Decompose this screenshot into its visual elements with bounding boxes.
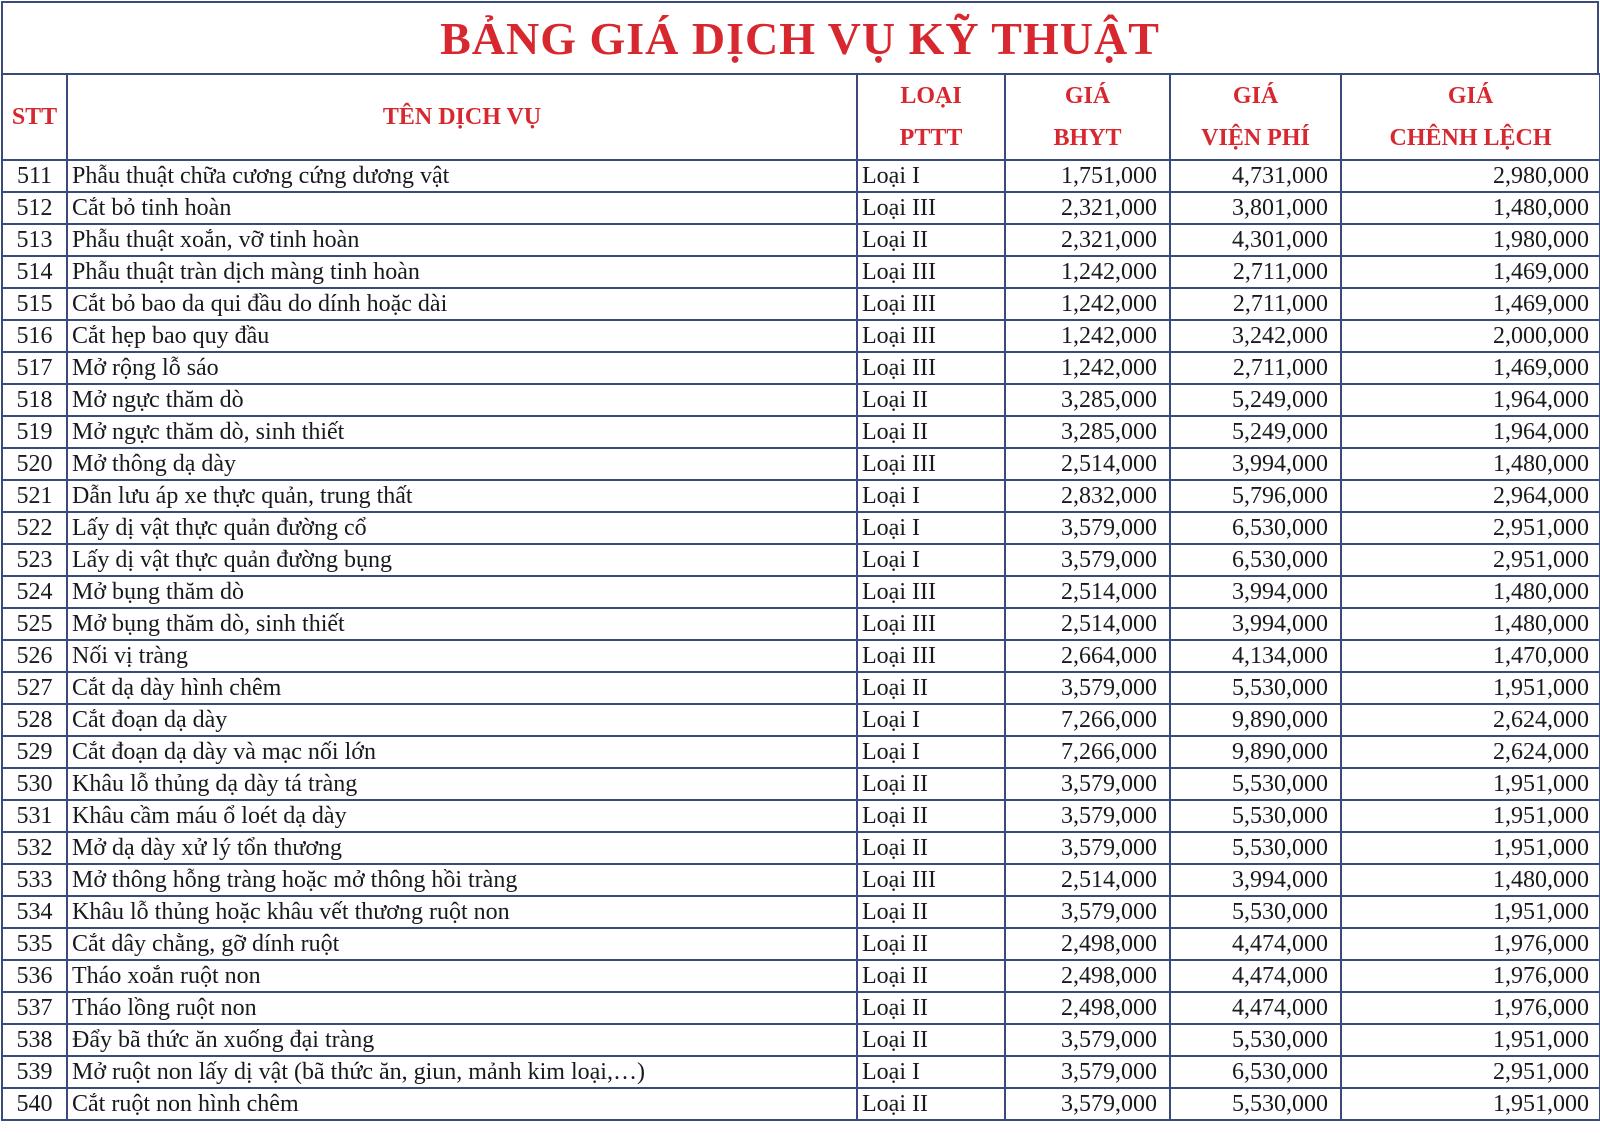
- cell-hospital-fee: 3,994,000: [1170, 608, 1341, 640]
- cell-price-difference: 2,951,000: [1341, 1056, 1600, 1088]
- table-row: [2, 1088, 1600, 1120]
- cell-service-name: Phẫu thuật chữa cương cứng dương vật: [67, 160, 857, 192]
- cell-bhyt-price: 3,579,000: [1005, 832, 1170, 864]
- header-row: [2, 74, 1600, 160]
- header-type-line2: PTTT: [899, 125, 963, 151]
- cell-bhyt-price: 1,242,000: [1005, 352, 1170, 384]
- cell-service-name: Tháo xoắn ruột non: [67, 960, 857, 992]
- header-chenhlech-line1: GIÁ: [1447, 83, 1494, 109]
- cell-stt: 520: [2, 448, 67, 480]
- cell-stt: 511: [2, 160, 67, 192]
- cell-hospital-fee: 6,530,000: [1170, 1056, 1341, 1088]
- cell-hospital-fee: 5,530,000: [1170, 800, 1341, 832]
- cell-service-name: Cắt dạ dày hình chêm: [67, 672, 857, 704]
- cell-price-difference: 2,951,000: [1341, 544, 1600, 576]
- cell-service-name: Cắt bỏ bao da qui đầu do dính hoặc dài: [67, 288, 857, 320]
- cell-hospital-fee: 5,530,000: [1170, 1088, 1341, 1120]
- cell-stt: 517: [2, 352, 67, 384]
- table-row: [2, 256, 1600, 288]
- cell-stt: 532: [2, 832, 67, 864]
- cell-service-name: Khâu lỗ thủng dạ dày tá tràng: [67, 768, 857, 800]
- header-vienphi-line2: VIỆN PHÍ: [1201, 125, 1310, 151]
- cell-hospital-fee: 3,994,000: [1170, 448, 1341, 480]
- table-row: [2, 192, 1600, 224]
- cell-type: Loại II: [857, 832, 1005, 864]
- table-row: [2, 640, 1600, 672]
- header-bhyt-line1: GIÁ: [1064, 83, 1111, 109]
- cell-service-name: Mở dạ dày xử lý tổn thương: [67, 832, 857, 864]
- header-type-line1: LOẠI: [900, 83, 962, 109]
- table-body: [2, 160, 1600, 1120]
- table-row: [2, 160, 1600, 192]
- cell-price-difference: 1,976,000: [1341, 992, 1600, 1024]
- cell-hospital-fee: 5,249,000: [1170, 416, 1341, 448]
- cell-type: Loại II: [857, 896, 1005, 928]
- cell-service-name: Mở thông dạ dày: [67, 448, 857, 480]
- cell-bhyt-price: 1,242,000: [1005, 256, 1170, 288]
- cell-type: Loại I: [857, 1056, 1005, 1088]
- cell-hospital-fee: 4,474,000: [1170, 992, 1341, 1024]
- cell-type: Loại II: [857, 1088, 1005, 1120]
- cell-type: Loại I: [857, 736, 1005, 768]
- header-hospital-fee: [1170, 74, 1341, 160]
- cell-type: Loại III: [857, 352, 1005, 384]
- table-row: [2, 992, 1600, 1024]
- cell-price-difference: 1,951,000: [1341, 768, 1600, 800]
- cell-type: Loại III: [857, 864, 1005, 896]
- cell-type: Loại II: [857, 928, 1005, 960]
- cell-bhyt-price: 3,579,000: [1005, 672, 1170, 704]
- cell-price-difference: 1,951,000: [1341, 1024, 1600, 1056]
- cell-bhyt-price: 3,285,000: [1005, 384, 1170, 416]
- cell-service-name: Tháo lồng ruột non: [67, 992, 857, 1024]
- cell-service-name: Cắt dây chằng, gỡ dính ruột: [67, 928, 857, 960]
- cell-price-difference: 2,964,000: [1341, 480, 1600, 512]
- cell-stt: 540: [2, 1088, 67, 1120]
- header-bhyt-line2: BHYT: [1053, 125, 1122, 151]
- table-row: [2, 352, 1600, 384]
- cell-price-difference: 1,480,000: [1341, 576, 1600, 608]
- cell-bhyt-price: 3,579,000: [1005, 1024, 1170, 1056]
- cell-type: Loại II: [857, 800, 1005, 832]
- cell-type: Loại I: [857, 160, 1005, 192]
- cell-price-difference: 2,951,000: [1341, 512, 1600, 544]
- cell-type: Loại III: [857, 640, 1005, 672]
- table-row: [2, 864, 1600, 896]
- cell-price-difference: 1,951,000: [1341, 800, 1600, 832]
- cell-hospital-fee: 6,530,000: [1170, 512, 1341, 544]
- cell-type: Loại II: [857, 384, 1005, 416]
- cell-service-name: Khâu lỗ thủng hoặc khâu vết thương ruột non: [67, 896, 857, 928]
- cell-type: Loại III: [857, 576, 1005, 608]
- cell-service-name: Cắt đoạn dạ dày: [67, 704, 857, 736]
- cell-hospital-fee: 9,890,000: [1170, 736, 1341, 768]
- table-row: [2, 320, 1600, 352]
- cell-hospital-fee: 4,731,000: [1170, 160, 1341, 192]
- header-chenhlech-line2: CHÊNH LỆCH: [1389, 125, 1552, 151]
- cell-hospital-fee: 4,474,000: [1170, 928, 1341, 960]
- cell-bhyt-price: 2,514,000: [1005, 448, 1170, 480]
- table-header: [2, 74, 1600, 160]
- table-row: [2, 768, 1600, 800]
- cell-stt: 515: [2, 288, 67, 320]
- cell-stt: 528: [2, 704, 67, 736]
- cell-hospital-fee: 3,242,000: [1170, 320, 1341, 352]
- table-row: [2, 1056, 1600, 1088]
- cell-service-name: Cắt đoạn dạ dày và mạc nối lớn: [67, 736, 857, 768]
- cell-hospital-fee: 4,134,000: [1170, 640, 1341, 672]
- cell-bhyt-price: 1,242,000: [1005, 288, 1170, 320]
- cell-hospital-fee: 9,890,000: [1170, 704, 1341, 736]
- cell-bhyt-price: 7,266,000: [1005, 704, 1170, 736]
- cell-price-difference: 1,480,000: [1341, 608, 1600, 640]
- cell-bhyt-price: 2,832,000: [1005, 480, 1170, 512]
- cell-bhyt-price: 3,579,000: [1005, 896, 1170, 928]
- cell-bhyt-price: 3,579,000: [1005, 768, 1170, 800]
- table-row: [2, 480, 1600, 512]
- cell-price-difference: 1,951,000: [1341, 672, 1600, 704]
- cell-price-difference: 1,951,000: [1341, 832, 1600, 864]
- cell-stt: 523: [2, 544, 67, 576]
- price-table: [1, 73, 1600, 1121]
- cell-service-name: Mở bụng thăm dò: [67, 576, 857, 608]
- cell-hospital-fee: 3,994,000: [1170, 576, 1341, 608]
- cell-service-name: Mở thông hỗng tràng hoặc mở thông hồi tràng: [67, 864, 857, 896]
- table-row: [2, 736, 1600, 768]
- cell-stt: 527: [2, 672, 67, 704]
- cell-type: Loại I: [857, 512, 1005, 544]
- cell-price-difference: 2,980,000: [1341, 160, 1600, 192]
- table-row: [2, 896, 1600, 928]
- cell-type: Loại I: [857, 544, 1005, 576]
- cell-bhyt-price: 3,579,000: [1005, 512, 1170, 544]
- cell-hospital-fee: 3,994,000: [1170, 864, 1341, 896]
- cell-stt: 516: [2, 320, 67, 352]
- table-row: [2, 224, 1600, 256]
- cell-price-difference: 1,964,000: [1341, 416, 1600, 448]
- cell-bhyt-price: 2,514,000: [1005, 576, 1170, 608]
- cell-hospital-fee: 5,530,000: [1170, 768, 1341, 800]
- cell-service-name: Mở ngực thăm dò, sinh thiết: [67, 416, 857, 448]
- cell-hospital-fee: 5,530,000: [1170, 672, 1341, 704]
- header-price-difference: [1341, 74, 1600, 160]
- cell-service-name: Cắt ruột non hình chêm: [67, 1088, 857, 1120]
- header-service-name: TÊN DỊCH VỤ: [67, 74, 857, 160]
- table-row: [2, 608, 1600, 640]
- header-stt: STT: [2, 74, 67, 160]
- table-row: [2, 1024, 1600, 1056]
- cell-service-name: Khâu cầm máu ổ loét dạ dày: [67, 800, 857, 832]
- cell-price-difference: 1,469,000: [1341, 352, 1600, 384]
- cell-hospital-fee: 3,801,000: [1170, 192, 1341, 224]
- cell-type: Loại III: [857, 288, 1005, 320]
- cell-type: Loại II: [857, 416, 1005, 448]
- cell-type: Loại III: [857, 320, 1005, 352]
- cell-price-difference: 1,976,000: [1341, 960, 1600, 992]
- cell-bhyt-price: 2,514,000: [1005, 864, 1170, 896]
- cell-service-name: Mở ruột non lấy dị vật (bã thức ăn, giun, mảnh kim loại,…): [67, 1056, 857, 1088]
- cell-stt: 533: [2, 864, 67, 896]
- cell-hospital-fee: 2,711,000: [1170, 352, 1341, 384]
- cell-price-difference: 1,469,000: [1341, 256, 1600, 288]
- header-vienphi-line1: GIÁ: [1232, 83, 1279, 109]
- cell-service-name: Lấy dị vật thực quản đường cổ: [67, 512, 857, 544]
- table-row: [2, 512, 1600, 544]
- table-row: [2, 416, 1600, 448]
- header-type: [857, 74, 1005, 160]
- cell-service-name: Phẫu thuật tràn dịch màng tinh hoàn: [67, 256, 857, 288]
- cell-stt: 539: [2, 1056, 67, 1088]
- cell-stt: 522: [2, 512, 67, 544]
- cell-hospital-fee: 4,474,000: [1170, 960, 1341, 992]
- cell-service-name: Phẫu thuật xoắn, vỡ tinh hoàn: [67, 224, 857, 256]
- cell-stt: 529: [2, 736, 67, 768]
- cell-service-name: Dẫn lưu áp xe thực quản, trung thất: [67, 480, 857, 512]
- table-row: [2, 576, 1600, 608]
- cell-stt: 512: [2, 192, 67, 224]
- cell-price-difference: 1,469,000: [1341, 288, 1600, 320]
- cell-price-difference: 1,964,000: [1341, 384, 1600, 416]
- cell-stt: 530: [2, 768, 67, 800]
- cell-hospital-fee: 6,530,000: [1170, 544, 1341, 576]
- cell-price-difference: 1,951,000: [1341, 1088, 1600, 1120]
- cell-price-difference: 2,000,000: [1341, 320, 1600, 352]
- cell-price-difference: 1,951,000: [1341, 896, 1600, 928]
- cell-bhyt-price: 3,579,000: [1005, 800, 1170, 832]
- cell-hospital-fee: 5,530,000: [1170, 832, 1341, 864]
- cell-bhyt-price: 3,579,000: [1005, 1088, 1170, 1120]
- cell-type: Loại II: [857, 1024, 1005, 1056]
- cell-service-name: Nối vị tràng: [67, 640, 857, 672]
- table-row: [2, 288, 1600, 320]
- cell-bhyt-price: 2,321,000: [1005, 192, 1170, 224]
- cell-stt: 524: [2, 576, 67, 608]
- cell-type: Loại II: [857, 992, 1005, 1024]
- cell-stt: 521: [2, 480, 67, 512]
- cell-price-difference: 1,480,000: [1341, 448, 1600, 480]
- cell-price-difference: 1,976,000: [1341, 928, 1600, 960]
- cell-bhyt-price: 3,285,000: [1005, 416, 1170, 448]
- cell-stt: 514: [2, 256, 67, 288]
- table-row: [2, 832, 1600, 864]
- table-row: [2, 800, 1600, 832]
- header-bhyt-price: [1005, 74, 1170, 160]
- cell-bhyt-price: 2,514,000: [1005, 608, 1170, 640]
- table-row: [2, 960, 1600, 992]
- cell-service-name: Mở rộng lỗ sáo: [67, 352, 857, 384]
- cell-price-difference: 1,480,000: [1341, 192, 1600, 224]
- cell-bhyt-price: 3,579,000: [1005, 1056, 1170, 1088]
- cell-stt: 531: [2, 800, 67, 832]
- cell-service-name: Mở bụng thăm dò, sinh thiết: [67, 608, 857, 640]
- cell-hospital-fee: 5,249,000: [1170, 384, 1341, 416]
- table-row: [2, 448, 1600, 480]
- table-row: [2, 928, 1600, 960]
- cell-bhyt-price: 2,321,000: [1005, 224, 1170, 256]
- cell-type: Loại III: [857, 608, 1005, 640]
- cell-stt: 536: [2, 960, 67, 992]
- cell-type: Loại I: [857, 480, 1005, 512]
- cell-hospital-fee: 4,301,000: [1170, 224, 1341, 256]
- cell-service-name: Mở ngực thăm dò: [67, 384, 857, 416]
- cell-type: Loại III: [857, 192, 1005, 224]
- cell-service-name: Cắt bỏ tinh hoàn: [67, 192, 857, 224]
- cell-hospital-fee: 5,530,000: [1170, 1024, 1341, 1056]
- cell-price-difference: 1,980,000: [1341, 224, 1600, 256]
- cell-stt: 525: [2, 608, 67, 640]
- cell-hospital-fee: 2,711,000: [1170, 256, 1341, 288]
- cell-stt: 538: [2, 1024, 67, 1056]
- page-title: BẢNG GIÁ DỊCH VỤ KỸ THUẬT: [1, 1, 1599, 73]
- cell-stt: 526: [2, 640, 67, 672]
- cell-bhyt-price: 3,579,000: [1005, 544, 1170, 576]
- cell-price-difference: 2,624,000: [1341, 704, 1600, 736]
- cell-bhyt-price: 2,498,000: [1005, 960, 1170, 992]
- cell-bhyt-price: 2,498,000: [1005, 992, 1170, 1024]
- cell-price-difference: 2,624,000: [1341, 736, 1600, 768]
- cell-stt: 513: [2, 224, 67, 256]
- cell-stt: 537: [2, 992, 67, 1024]
- cell-bhyt-price: 1,751,000: [1005, 160, 1170, 192]
- cell-type: Loại III: [857, 448, 1005, 480]
- cell-service-name: Lấy dị vật thực quản đường bụng: [67, 544, 857, 576]
- cell-bhyt-price: 2,498,000: [1005, 928, 1170, 960]
- cell-stt: 519: [2, 416, 67, 448]
- cell-stt: 518: [2, 384, 67, 416]
- cell-stt: 535: [2, 928, 67, 960]
- table-row: [2, 384, 1600, 416]
- cell-type: Loại I: [857, 704, 1005, 736]
- table-row: [2, 704, 1600, 736]
- cell-type: Loại II: [857, 224, 1005, 256]
- table-row: [2, 544, 1600, 576]
- table-row: [2, 672, 1600, 704]
- cell-hospital-fee: 2,711,000: [1170, 288, 1341, 320]
- cell-type: Loại II: [857, 672, 1005, 704]
- cell-type: Loại II: [857, 960, 1005, 992]
- cell-bhyt-price: 7,266,000: [1005, 736, 1170, 768]
- cell-hospital-fee: 5,530,000: [1170, 896, 1341, 928]
- cell-bhyt-price: 1,242,000: [1005, 320, 1170, 352]
- cell-hospital-fee: 5,796,000: [1170, 480, 1341, 512]
- cell-service-name: Đẩy bã thức ăn xuống đại tràng: [67, 1024, 857, 1056]
- cell-type: Loại II: [857, 768, 1005, 800]
- cell-service-name: Cắt hẹp bao quy đầu: [67, 320, 857, 352]
- cell-type: Loại III: [857, 256, 1005, 288]
- cell-price-difference: 1,470,000: [1341, 640, 1600, 672]
- cell-bhyt-price: 2,664,000: [1005, 640, 1170, 672]
- cell-price-difference: 1,480,000: [1341, 864, 1600, 896]
- cell-stt: 534: [2, 896, 67, 928]
